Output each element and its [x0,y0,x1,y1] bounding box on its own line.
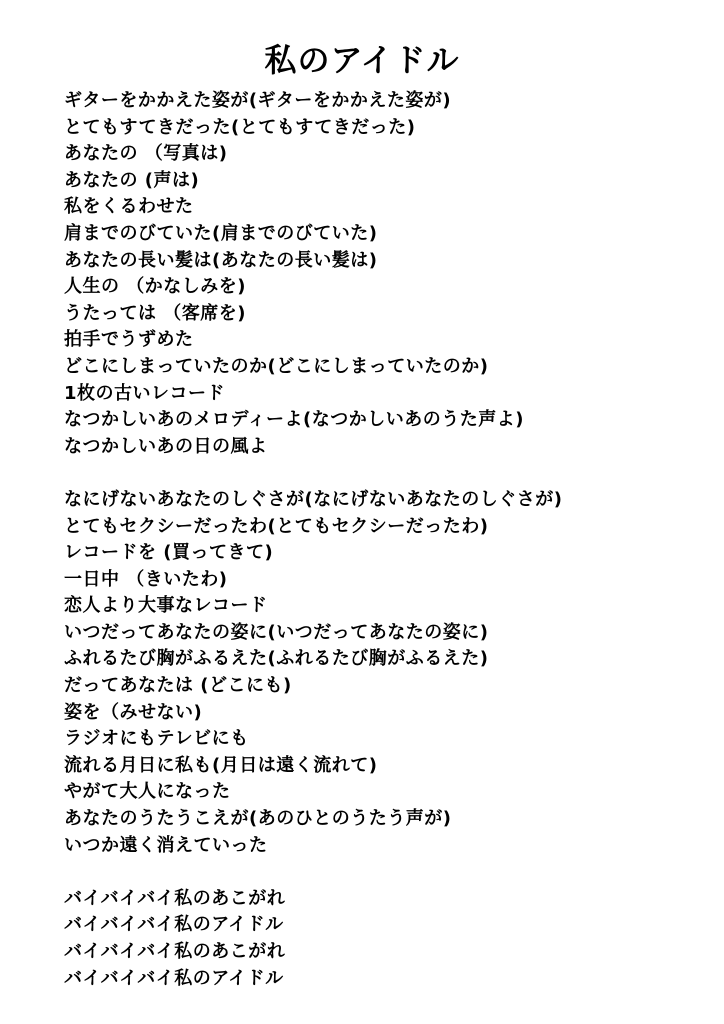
lyric-line: やがて大人になった [64,781,231,803]
lyric-line: なにげないあなたのしぐさが(なにげないあなたのしぐさが) [64,488,563,510]
lyric-line: バイバイバイ私のあこがれ [64,887,286,909]
lyric-line: 拍手でうずめた [64,329,194,351]
lyric-line: なつかしいあの日の風よ [64,435,268,457]
stanza-2 [64,487,704,859]
lyric-line: 姿を（みせない) [64,701,203,723]
lyric-line: いつか遠く消えていった [64,834,268,856]
lyric-line: レコードを (買ってきて) [64,542,274,564]
lyric-line: 1枚の古いレコード [64,382,226,404]
lyric-line: とてもセクシーだったわ(とてもセクシーだったわ) [64,515,489,537]
lyric-line: 恋人より大事なレコード [64,595,268,617]
lyric-line: バイバイバイ私のアイドル [64,967,284,989]
lyric-line: あなたの長い髪は(あなたの長い髪は) [64,249,378,271]
lyric-line: 人生の （かなしみを) [64,276,246,298]
lyric-line: バイバイバイ私のあこがれ [64,941,286,962]
lyric-line: 肩までのびていた(肩までのびていた) [64,222,378,244]
lyric-line: ギターをかかえた姿が(ギターをかかえた姿が) [64,90,452,111]
lyric-line: うたっては （客席を) [64,302,246,324]
lyric-line: ラジオにもテレビにも [64,728,249,750]
lyric-line: いつだってあなたの姿に(いつだってあなたの姿に) [64,621,489,643]
lyric-line: どこにしまっていたのか(どこにしまっていたのか) [64,355,489,377]
lyric-line: 一日中 （きいたわ) [64,568,228,590]
lyrics-body [64,88,704,992]
lyric-line: あなたの （写真は) [64,143,228,165]
lyric-line: あなたの (声は) [64,169,200,191]
stanza-gap [64,859,704,886]
stanza-gap [64,460,704,487]
lyric-line: 私をくるわせた [64,196,194,218]
page-title: 私のアイドル [264,41,460,79]
stanza-3 [64,886,704,992]
lyric-line: バイバイバイ私のアイドル [64,914,284,936]
stanza-1 [64,88,704,460]
lyric-line: だってあなたは (どこにも) [64,675,292,697]
lyric-line: あなたのうたうこえが(あのひとのうたう声が) [64,808,452,830]
lyric-line: 流れる月日に私も(月日は遠く流れて) [64,754,378,776]
lyric-line: とてもすてきだった(とてもすてきだった) [64,116,416,138]
lyric-line: なつかしいあのメロディーよ(なつかしいあのうた声よ) [64,409,525,431]
lyric-line: ふれるたび胸がふるえた(ふれるたび胸がふるえた) [64,648,489,670]
